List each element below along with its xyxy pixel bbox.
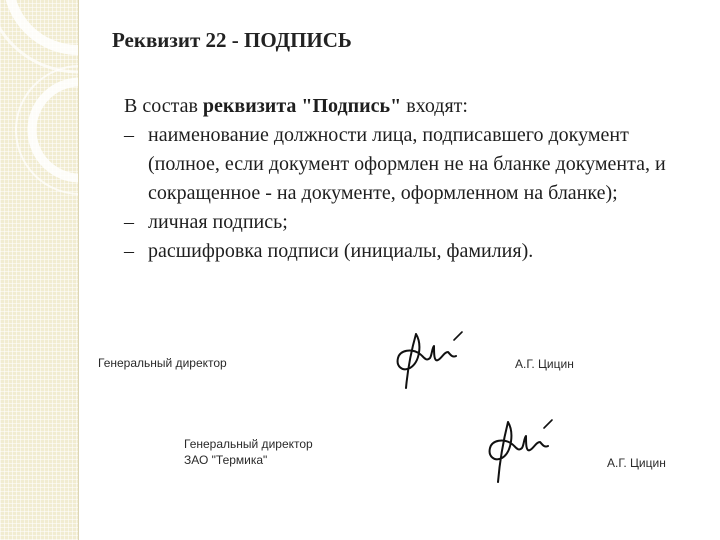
intro-bold: реквизита "Подпись" <box>202 95 402 117</box>
signature-example-1-name: А.Г. Цицин <box>515 357 574 371</box>
intro-line <box>124 92 684 121</box>
bullet-text: наименование должности лица, подписавшего документ (полное, если документ оформлен не на бланке документа, и сокращенное - на документе, оформленном на бланке); <box>148 124 666 204</box>
slide-title: Реквизит 22 - ПОДПИСЬ <box>112 28 352 52</box>
bullet-marker: – <box>124 240 134 262</box>
position-line: Генеральный директор <box>98 356 227 370</box>
signature-example-2-name: А.Г. Цицин <box>607 456 666 470</box>
bullet-list <box>124 121 684 266</box>
handwritten-signature-2 <box>478 412 558 488</box>
list-item <box>124 237 684 266</box>
body-text <box>124 92 684 266</box>
list-item <box>124 208 684 237</box>
decorative-circles-ornament <box>0 0 78 540</box>
position-line: ЗАО "Термика" <box>184 453 268 467</box>
bullet-marker: – <box>124 124 134 146</box>
signature-example-1-position <box>98 355 227 371</box>
bullet-marker: – <box>124 211 134 233</box>
decorative-left-strip <box>0 0 79 540</box>
intro-suffix: входят: <box>401 95 468 117</box>
bullet-text: личная подпись; <box>148 211 288 233</box>
intro-prefix: В состав <box>124 95 203 117</box>
bullet-text: расшифровка подписи (инициалы, фамилия). <box>148 240 534 262</box>
signature-example-2-position <box>184 436 313 468</box>
handwritten-signature-1 <box>386 322 470 396</box>
position-line: Генеральный директор <box>184 437 313 451</box>
list-item <box>124 121 684 208</box>
